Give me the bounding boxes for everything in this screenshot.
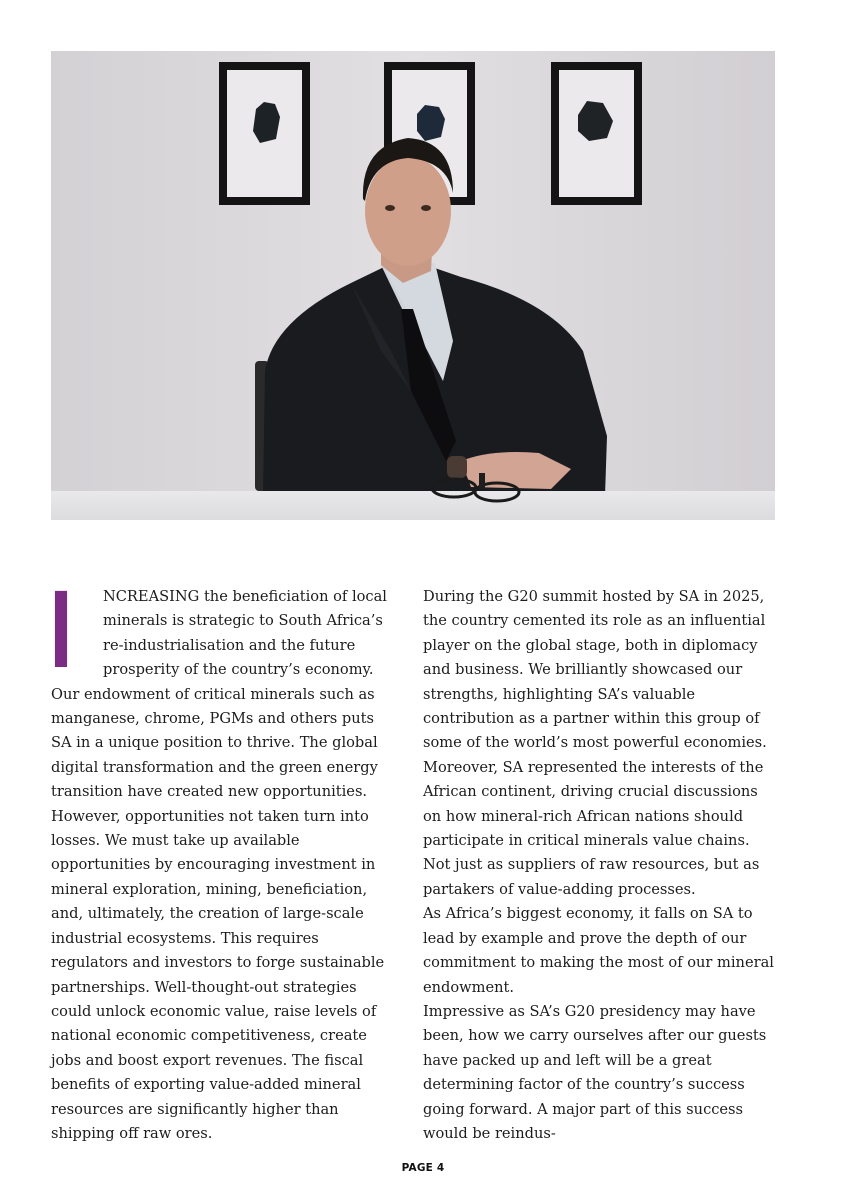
lead-paragraph: NCREASING the beneficiation of local minerals is strategic to South Africa’s re-industrialisation and the future prosperity of the country’s economy. Our endowment of critical minerals such as manganese, chrome, PGMs and others puts SA in a unique position to thrive. The global digital transformation and the green energy transition have created new opportunities. bbox=[51, 588, 387, 801]
article-column-right bbox=[423, 585, 779, 1146]
article-column-left bbox=[49, 570, 399, 1146]
frame-left bbox=[219, 62, 310, 205]
frame-right bbox=[551, 62, 642, 205]
paragraph: Impressive as SA’s G20 presidency may have been, how we carry ourselves after our guests have packed up and left will be a great determining factor of the country’s success going forward. A major part of this success would be reindus- bbox=[423, 1002, 767, 1142]
paragraph: However, opportunities not taken turn into losses. We must take up available opportunities by encouraging investment in mineral exploration, mining, beneficiation, and, ultimately, the creation of large-scale industrial ecosystems. This requires regulators and investors to forge sustainable partnerships. Well-thought-out strategies could unlock economic value, raise levels of national economic competitiveness, create jobs and boost export revenues. The fiscal benefits of exporting value-added mineral resources are significantly higher than shipping off raw ores. bbox=[51, 807, 385, 1142]
paragraph: During the G20 summit hosted by SA in 2025, the country cemented its role as an influential player on the global stage, both in diplomacy and business. We brilliantly showcased our strengths, highlighting SA’s valuable contribution as a partner within this group of some of the world’s most powerful economies. Moreover, SA represented the interests of the African continent, driving crucial discussions on how mineral-rich African nations should participate in critical minerals value chains. Not just as suppliers of raw resources, but as partakers of value-adding processes. bbox=[423, 588, 767, 898]
drop-cap: I bbox=[49, 570, 73, 692]
paragraph: As Africa’s biggest economy, it falls on SA to lead by example and prove the depth of our commitment to making the most of our mineral endowment. bbox=[423, 905, 774, 996]
portrait-photo bbox=[51, 51, 775, 520]
page-number: PAGE 4 bbox=[401, 1162, 445, 1174]
